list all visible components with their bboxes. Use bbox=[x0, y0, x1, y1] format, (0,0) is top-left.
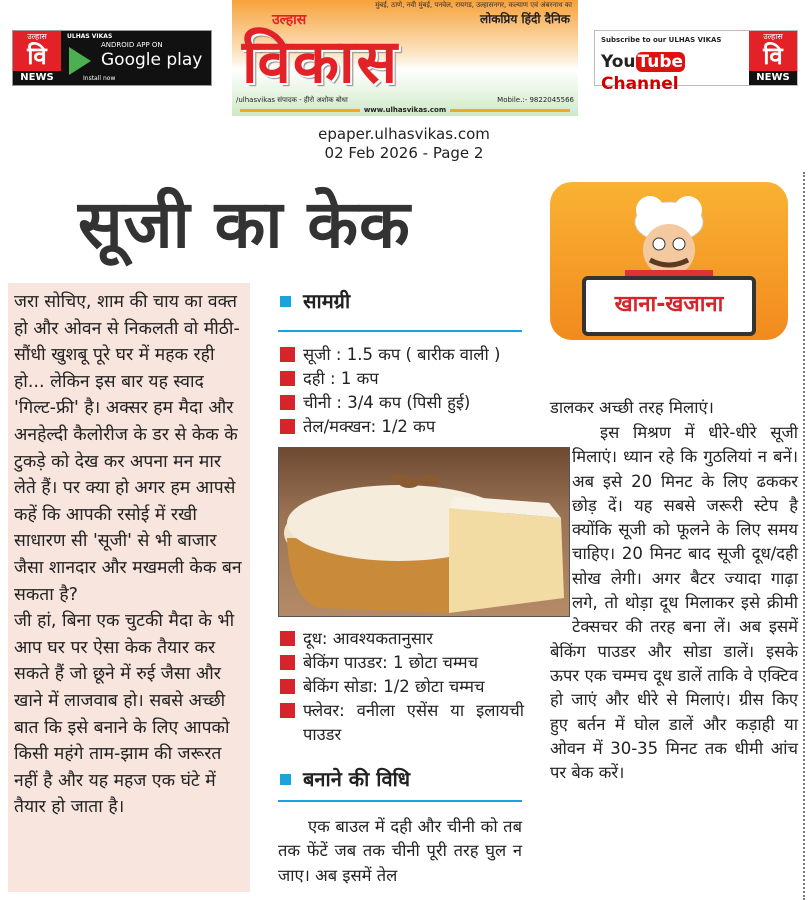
divider bbox=[278, 330, 522, 332]
logo-letter: वि bbox=[27, 42, 47, 70]
list-item bbox=[280, 391, 524, 415]
masthead bbox=[232, 0, 578, 116]
list-item bbox=[280, 367, 524, 391]
logo-top-text: उल्हास bbox=[27, 32, 47, 41]
method-heading-text: बनाने की विधि bbox=[303, 767, 411, 791]
edition-info bbox=[0, 125, 808, 163]
ulhas-vikas-news-logo-right bbox=[749, 31, 797, 85]
ingredient: बेकिंग सोडा: 1/2 छोटा चम्मच bbox=[303, 677, 485, 696]
khana-khazana-logo bbox=[550, 182, 788, 340]
list-item bbox=[280, 699, 524, 747]
masthead-mobile: Mobile.:- 9822045566 bbox=[497, 96, 574, 104]
masthead-ulhas: उल्हास bbox=[272, 12, 307, 28]
bullet-icon bbox=[280, 419, 295, 434]
masthead-social: /ulhasvikas संपादक - हीरो अशोक बोधा bbox=[236, 96, 348, 104]
ingredients-heading-text: सामग्री bbox=[303, 289, 351, 313]
method-heading bbox=[280, 766, 410, 792]
store-name: Google play bbox=[101, 50, 203, 70]
epaper-site: epaper.ulhasvikas.com bbox=[318, 125, 490, 143]
divider bbox=[278, 800, 522, 802]
google-play-icon bbox=[69, 47, 91, 75]
bullet-icon bbox=[280, 655, 295, 670]
ingredient: तेल/मक्खन: 1/2 कप bbox=[303, 417, 436, 436]
ingredients-list-a bbox=[280, 343, 524, 439]
bullet-icon bbox=[280, 703, 295, 718]
logo-news: NEWS bbox=[13, 71, 61, 85]
logo-letter: वि bbox=[763, 42, 783, 70]
image-wrap-spacer bbox=[550, 421, 572, 639]
masthead-name: विकास bbox=[242, 27, 400, 97]
bullet-icon bbox=[280, 631, 295, 646]
bullet-icon bbox=[280, 347, 295, 362]
intro-paragraph: जी हां, बिना एक चुटकी मैदा के भी आप घर पर ऐसा केक तैयार कर सकते हैं जो छूने में रुई जैसा और खाने में लाजवाब हो। सबसे अच्छी बात कि इसे बनाने के लिए आपको किसी महंगे ताम-झाम की जरूरत नहीं है और यह महज एक घंटे में तैयार हो जाता है। bbox=[14, 611, 235, 818]
google-play-banner[interactable] bbox=[12, 30, 212, 86]
ingredients-heading bbox=[280, 288, 350, 314]
logo-text: खाना-खजाना bbox=[614, 292, 724, 317]
cake-photo bbox=[278, 447, 570, 617]
edition-date-page: 02 Feb 2026 - Page 2 bbox=[324, 144, 484, 162]
ingredient: फ्लेवर: वनीला एसेंस या इलायची पाउडर bbox=[303, 701, 524, 744]
you-text: You bbox=[601, 52, 636, 72]
method-paragraph: इस मिश्रण में धीरे-धीरे सूजी मिलाएं। ध्यान रहे कि गुठलियां न बनें। अब इसे 20 मिनट के लिए ढककर छोड़ दें। यह सबसे जरूरी स्टेप है क्योंकि सूजी को फूलने के लिए समय चाहिए। 20 मिनट बाद सूजी दूध/दही सोख लेगी। अगर बैटर ज्यादा गाढ़ा लगे, तो थोड़ा दूध मिलाकर इसे क्रीमी टेक्सचर की तरह बना लें। अब इसमें बेकिंग पाउडर और सोडा डालें। इसके ऊपर एक चम्मच दूध डालें ताकि वे एक्टिव हो जाएं और धीरे से मिलाएं। ग्रीस किए हुए बर्तन में घोल डालें और कड़ाही या ओवन में 30-35 मिनट तक धीमी आंच पर बेक करें। bbox=[550, 423, 798, 783]
logo-top-text: उल्हास bbox=[763, 32, 783, 41]
channel-text: Channel bbox=[601, 74, 679, 94]
bullet-icon bbox=[280, 395, 295, 410]
bullet-icon bbox=[280, 679, 295, 694]
method-paragraph-wrap bbox=[550, 421, 798, 785]
brand-text: ULHAS VIKAS bbox=[67, 33, 113, 40]
youtube-banner[interactable] bbox=[594, 30, 798, 94]
method-paragraph: एक बाउल में दही और चीनी को तब तक फेंटें जब तक चीनी पूरी तरह घुल न जाए। अब इसमें तेल bbox=[278, 817, 522, 885]
ulhas-vikas-news-logo bbox=[13, 31, 61, 85]
subscribe-text: Subscribe to our ULHAS VIKAS bbox=[601, 36, 722, 44]
square-bullet-icon bbox=[280, 774, 291, 785]
youtube-channel-text bbox=[601, 51, 749, 95]
list-item bbox=[280, 343, 524, 367]
ingredient: दही : 1 कप bbox=[303, 369, 379, 388]
method-paragraph: डालकर अच्छी तरह मिलाएं। bbox=[550, 398, 714, 417]
install-text: Install now bbox=[83, 75, 116, 82]
bullet-icon bbox=[280, 371, 295, 386]
list-item bbox=[280, 415, 524, 439]
intro-box bbox=[8, 283, 250, 892]
list-item bbox=[280, 675, 524, 699]
intro-paragraph: जरा सोचिए, शाम की चाय का वक्त हो और ओवन से निकलती वो मीठी-सौंधी खुशबू पूरे घर में महक रही हो... लेकिन इस बार यह स्वाद 'गिल्ट-फ्री' है। अक्सर हम मैदा और अनहेल्दी कैलोरीज के डर से केक के टुकड़े को देख कर अपना मन मार लेते हैं। पर क्या हो अगर हम आपसे कहें कि आपकी रसोई में रखी साधारण सी 'सूजी' से भी बाजार जैसा शानदार और मखमली केक बन सकता है? bbox=[14, 292, 242, 605]
article-title: सूजी का केक bbox=[78, 186, 411, 263]
ingredient: चीनी : 3/4 कप (पिसी हुई) bbox=[303, 393, 471, 412]
column-divider bbox=[803, 172, 805, 900]
masthead-tagline: लोकप्रिय हिंदी दैनिक bbox=[479, 12, 570, 26]
masthead-cities: मुंबई, ठाणे, नवी मुंबई, पनवेल, रायगड, उल्हासनगर, कल्याण एवं अंबरनाथ का bbox=[375, 1, 572, 9]
ingredients-list-b bbox=[280, 627, 524, 747]
ingredient: सूजी : 1.5 कप ( बारीक वाली ) bbox=[303, 345, 501, 364]
ingredient: दूध: आवश्यकतानुसार bbox=[303, 629, 434, 648]
logo-news: NEWS bbox=[749, 71, 797, 85]
ingredient: बेकिंग पाउडर: 1 छोटा चम्मच bbox=[303, 653, 479, 672]
masthead-website[interactable]: www.ulhasvikas.com bbox=[232, 106, 578, 115]
tube-text: Tube bbox=[637, 52, 684, 72]
android-text: ANDROID APP ON bbox=[101, 41, 163, 49]
list-item bbox=[280, 651, 524, 675]
square-bullet-icon bbox=[280, 296, 291, 307]
list-item bbox=[280, 627, 524, 651]
